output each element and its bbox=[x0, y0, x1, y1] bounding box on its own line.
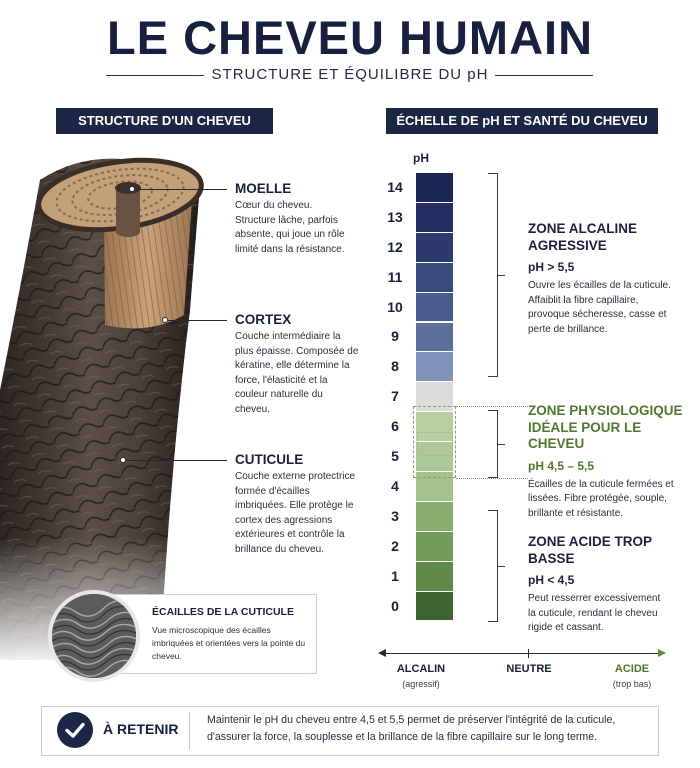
axis-label-acide: ACIDE bbox=[614, 663, 650, 675]
zone-acid bbox=[528, 534, 668, 636]
ph-number-9: 9 bbox=[391, 328, 399, 345]
ph-axis-label: pH bbox=[413, 151, 429, 165]
callout-cuticule bbox=[235, 452, 363, 557]
ph-scale-heading: ÉCHELLE DE pH ET SANTÉ DU CHEVEU bbox=[386, 108, 658, 134]
axis-sublabel-alcalin: (agressif) bbox=[402, 679, 440, 689]
cortex-title: CORTEX bbox=[235, 312, 292, 327]
alkaline-zone-bracket bbox=[488, 173, 498, 377]
ph-number-12: 12 bbox=[387, 238, 403, 255]
ph-number-0: 0 bbox=[391, 597, 399, 614]
ph-segment-10 bbox=[416, 293, 453, 322]
ph-number-11: 11 bbox=[387, 268, 403, 285]
callout-moelle bbox=[235, 181, 355, 257]
cuticule-description: Couche externe protectrice formée d'écailles imbriquées. Elle protège le cortex des agressions extérieures et contrôle la brillance du cheveu. bbox=[235, 471, 356, 555]
moelle-leader-line bbox=[135, 189, 227, 190]
zone-acid-title: ZONE ACIDE TROP BASSE bbox=[528, 534, 652, 566]
moelle-title: MOELLE bbox=[235, 181, 292, 196]
ph-segment-8 bbox=[416, 352, 453, 381]
subtitle-rule-right bbox=[495, 75, 593, 76]
ideal-bracket-tick bbox=[498, 444, 505, 445]
alkaline-arrow-icon bbox=[378, 649, 386, 657]
callout-cortex bbox=[235, 312, 360, 417]
zone-acid-ph: pH < 4,5 bbox=[528, 573, 575, 587]
zone-alkaline-description: Ouvre les écailles de la cuticule. Affaiblit la fibre capillaire, provoque sécheresse, casse et perte de brillance. bbox=[528, 280, 671, 335]
microscope-view-image bbox=[48, 590, 140, 682]
checkmark-icon bbox=[57, 712, 93, 748]
ph-number-8: 8 bbox=[391, 358, 399, 375]
ph-number-14: 14 bbox=[387, 178, 403, 195]
zone-ideal-title: ZONE PHYSIOLOGIQUE IDÉALE POUR LE CHEVEU bbox=[528, 403, 683, 451]
moelle-description: Cœur du cheveu. Structure lâche, parfois absente, qui joue un rôle limité dans la résistance. bbox=[235, 200, 345, 255]
structure-heading: STRUCTURE D'UN CHEVEU bbox=[56, 108, 273, 134]
acid-arrow-icon bbox=[658, 649, 666, 657]
ph-segment-11 bbox=[416, 263, 453, 292]
zone-alkaline-title: ZONE ALCALINE AGRESSIVE bbox=[528, 221, 637, 253]
zone-acid-description: Peut resserrer excessivement la cuticule, rendant le cheveu rigide et cassant. bbox=[528, 593, 661, 633]
key-takeaway-divider bbox=[189, 712, 190, 750]
ph-number-7: 7 bbox=[391, 388, 399, 405]
cortex-leader-line bbox=[168, 320, 227, 321]
ideal-zone-dotted-line-bottom bbox=[456, 478, 528, 479]
ph-segment-9 bbox=[416, 323, 453, 352]
ph-number-6: 6 bbox=[391, 418, 399, 435]
ph-number-4: 4 bbox=[391, 477, 399, 494]
zone-ideal-description: Écailles de la cuticule fermées et lissées. Fibre protégée, souple, brillante et résistante. bbox=[528, 478, 674, 519]
ideal-zone-marker bbox=[417, 432, 453, 456]
key-takeaway-title: À RETENIR bbox=[103, 721, 179, 737]
alkaline-bracket-tick bbox=[498, 275, 505, 276]
ph-segment-0 bbox=[416, 592, 453, 621]
page-title: LE CHEVEU HUMAIN bbox=[106, 11, 594, 64]
ph-segment-1 bbox=[416, 562, 453, 591]
axis-label-alcalin: ALCALIN bbox=[396, 663, 446, 675]
zone-ideal-ph: pH 4,5 – 5,5 bbox=[528, 458, 595, 473]
ph-segment-12 bbox=[416, 233, 453, 262]
ph-number-2: 2 bbox=[391, 537, 399, 554]
alkaline-acid-axis bbox=[381, 653, 662, 654]
ph-segment-3 bbox=[416, 502, 453, 531]
ph-segment-2 bbox=[416, 532, 453, 561]
axis-sublabel-acide: (trop bas) bbox=[612, 679, 652, 689]
cortex-description: Couche intermédiaire la plus épaisse. Composée de kératine, elle détermine la force, l'élasticité et la couleur naturelle du cheveu. bbox=[235, 331, 359, 415]
cuticule-title: CUTICULE bbox=[235, 452, 304, 467]
acid-zone-bracket bbox=[488, 510, 498, 622]
ph-segment-14 bbox=[416, 173, 453, 202]
subtitle-row bbox=[0, 65, 700, 85]
zone-alkaline bbox=[528, 221, 673, 337]
ph-number-1: 1 bbox=[391, 567, 399, 584]
ph-number-13: 13 bbox=[387, 208, 403, 225]
neutral-tick bbox=[528, 649, 529, 658]
zone-ideal bbox=[528, 403, 690, 521]
ph-segment-13 bbox=[416, 203, 453, 232]
ideal-zone-bracket bbox=[488, 410, 498, 478]
ph-number-3: 3 bbox=[391, 507, 399, 524]
zone-alkaline-ph: pH > 5,5 bbox=[528, 260, 575, 274]
ph-number-5: 5 bbox=[391, 448, 399, 465]
axis-label-neutre: NEUTRE bbox=[506, 663, 552, 675]
ph-number-10: 10 bbox=[387, 298, 403, 315]
cuticle-inset-description: Vue microscopique des écailles imbriquées et orientées vers la pointe du cheveu. bbox=[152, 625, 306, 661]
cuticule-leader-line bbox=[126, 460, 227, 461]
cuticle-scales-texture bbox=[52, 594, 136, 678]
hair-cross-section-illustration bbox=[0, 140, 260, 670]
acid-bracket-tick bbox=[498, 566, 505, 567]
page-subtitle: STRUCTURE ET ÉQUILIBRE DU pH bbox=[211, 66, 489, 83]
key-takeaway-text: Maintenir le pH du cheveu entre 4,5 et 5,5 permet de préserver l'intégrité de la cuticule, d'assurer la force, la souplesse et la brillance de la fibre capillaire sur le long terme. bbox=[207, 714, 616, 743]
cuticle-inset-title: ÉCAILLES DE LA CUTICULE bbox=[152, 606, 294, 618]
ideal-zone-dotted-line-top bbox=[456, 406, 528, 407]
